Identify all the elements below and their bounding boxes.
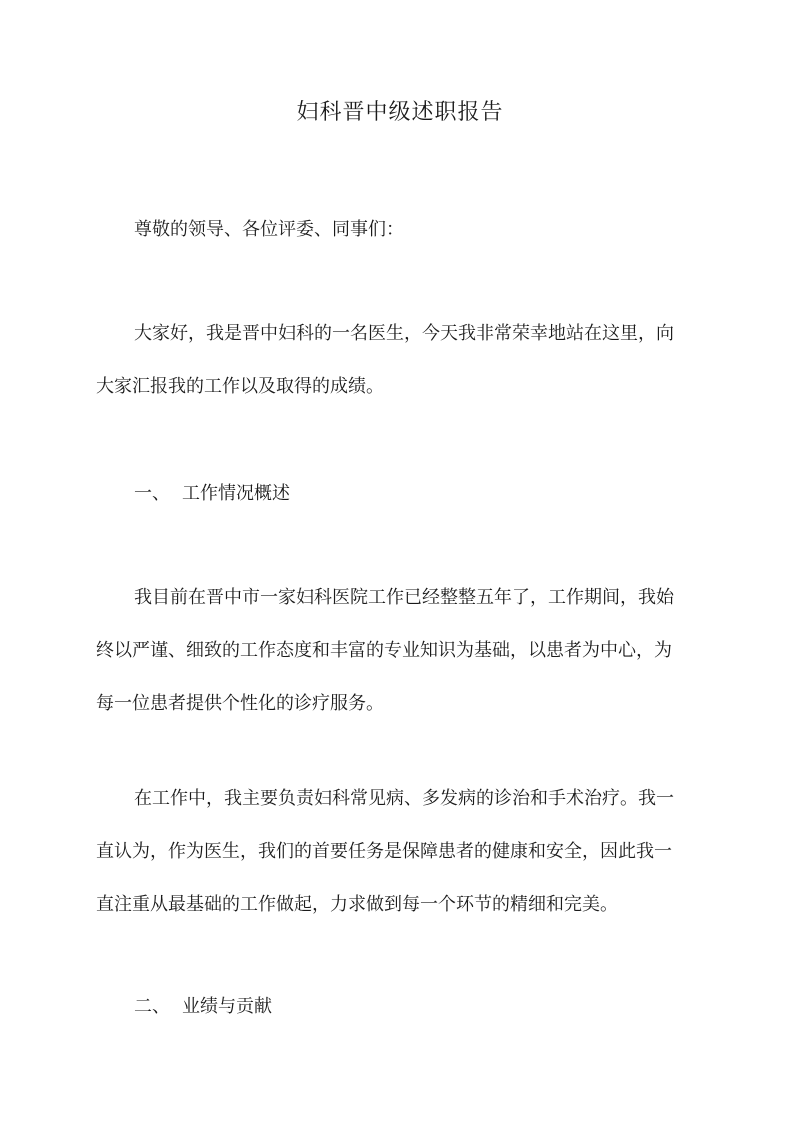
paragraph-1-cont	[96, 624, 702, 730]
paragraph-1-line-2: 终以严谨、细致的工作态度和丰富的专业知识为基础，以患者为中心，为	[96, 640, 672, 661]
paragraph-2-line-2: 直认为，作为医生，我们的首要任务是保障患者的健康和安全，因此我一	[96, 841, 672, 862]
paragraph-1-line-1: 我目前在晋中市一家妇科医院工作已经整整五年了，工作期间，我始	[134, 587, 674, 608]
paragraph-1	[134, 571, 702, 624]
paragraph-2	[134, 772, 702, 825]
paragraph-2-line-1: 在工作中，我主要负责妇科常见病、多发病的诊治和手术治疗。我一	[134, 788, 674, 809]
section-title-2: 业绩与贡献	[182, 996, 272, 1017]
section-title-1: 工作情况概述	[182, 483, 290, 504]
intro-line-1: 大家好，我是晋中妇科的一名医生，今天我非常荣幸地站在这里，向	[134, 323, 674, 344]
paragraph-2-line-3: 直注重从最基础的工作做起，力求做到每一个环节的精细和完美。	[96, 894, 618, 915]
intro-paragraph	[134, 307, 702, 360]
section-heading-2	[134, 992, 272, 1022]
intro-paragraph-cont	[96, 360, 702, 413]
document-title: 妇科晋中级述职报告	[296, 100, 504, 125]
section-number-2: 二、	[134, 996, 170, 1017]
paragraph-2-cont	[96, 825, 702, 931]
section-heading-1	[134, 479, 290, 509]
intro-line-2: 大家汇报我的工作以及取得的成绩。	[96, 376, 384, 397]
paragraph-1-line-3: 每一位患者提供个性化的诊疗服务。	[96, 693, 384, 714]
section-number-1: 一、	[134, 483, 170, 504]
salutation: 尊敬的领导、各位评委、同事们：	[134, 219, 404, 240]
